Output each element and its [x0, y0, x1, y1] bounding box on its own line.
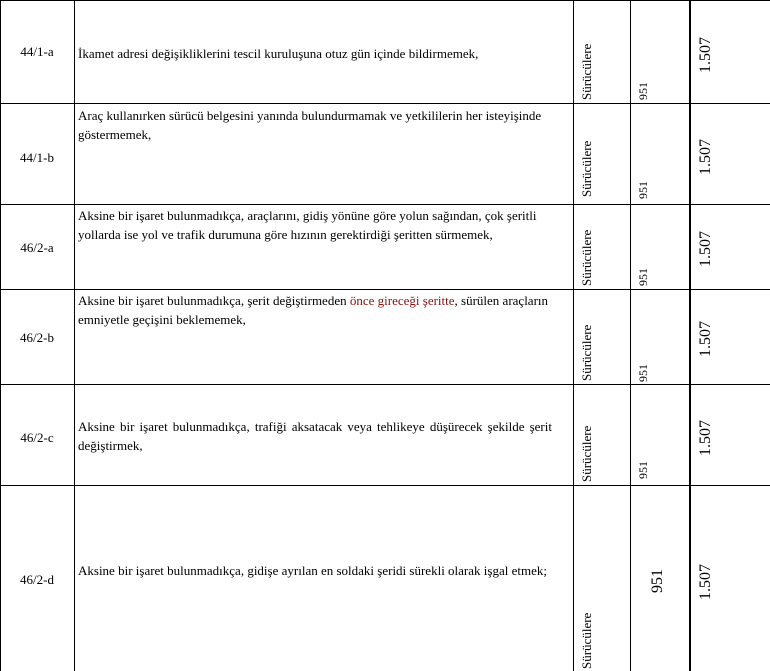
row-fine: 951	[636, 181, 650, 199]
row-fine: 951	[636, 364, 650, 382]
row-code: 46/2-a	[20, 240, 54, 255]
row-fine: 951	[636, 461, 650, 479]
table-row	[0, 384, 770, 485]
description-highlight: önce gireceği şeritte	[349, 293, 455, 308]
row-actor: Sürücülere	[579, 425, 594, 482]
row-amount: 1.507	[697, 231, 714, 267]
row-fine: 951	[649, 569, 666, 593]
row-code: 44/1-b	[20, 150, 54, 165]
row-actor: Sürücülere	[579, 229, 594, 286]
row-code: 46/2-d	[20, 572, 54, 587]
row-amount: 1.507	[697, 139, 714, 175]
row-description: Aksine bir işaret bulunmadıkça, araçlarını, gidiş yönüne göre yolun sağından, çok şeritli yollarda ise yol ve trafik durumuna göre hızının gerektirdiği şeritten sürmemek,	[78, 208, 537, 242]
row-amount: 1.507	[697, 37, 714, 73]
description-text: Aksine bir işaret bulunmadıkça, şerit değiştirmeden	[78, 293, 350, 308]
row-amount: 1.507	[697, 321, 714, 357]
row-actor: Sürücülere	[579, 324, 594, 381]
table-row	[0, 0, 770, 103]
row-code: 44/1-a	[20, 44, 54, 59]
row-description	[78, 291, 558, 329]
table-row	[0, 485, 770, 671]
row-code: 46/2-c	[20, 430, 54, 445]
row-fine: 951	[636, 82, 650, 100]
row-code: 46/2-b	[20, 330, 54, 345]
table-row	[0, 103, 770, 204]
row-fine: 951	[636, 268, 650, 286]
row-description: İkamet adresi değişikliklerini tescil kuruluşuna otuz gün içinde bildirmemek,	[78, 46, 479, 61]
table-row	[0, 289, 770, 384]
row-description: Aksine bir işaret bulunmadıkça, gidişe ayrılan en soldaki şeridi sürekli olarak işgal etmek;	[78, 563, 547, 578]
description-text: , sürülen araçların emniyetle geçişini beklememek,	[78, 293, 549, 327]
row-description: Araç kullanırken sürücü belgesini yanında bulundurmamak ve yetkililerin her isteyişinde göstermemek,	[78, 108, 542, 142]
row-description: Aksine bir işaret bulunmadıkça, trafiği aksatacak veya tehlikeye düşürecek şekilde şerit değiştirmek,	[78, 419, 552, 453]
row-amount: 1.507	[697, 420, 714, 456]
row-actor: Sürücülere	[579, 612, 594, 669]
row-actor: Sürücülere	[579, 43, 594, 100]
table-row	[0, 204, 770, 289]
row-amount: 1.507	[697, 564, 714, 600]
row-actor: Sürücülere	[579, 140, 594, 197]
